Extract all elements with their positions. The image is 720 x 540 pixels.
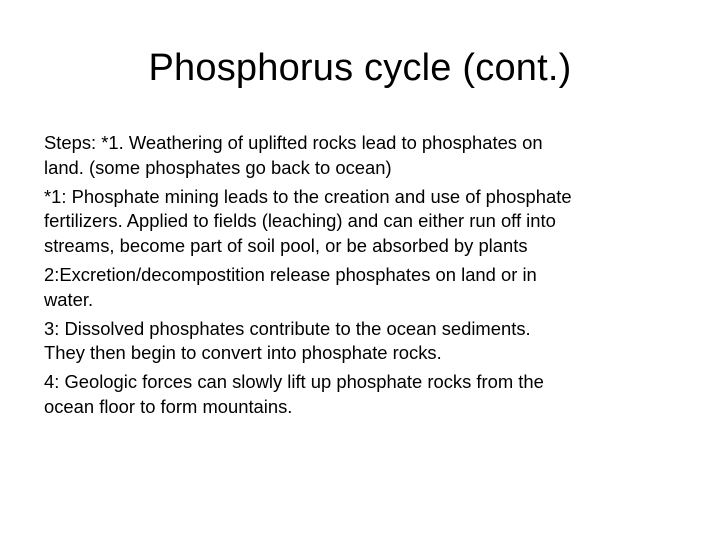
paragraph-step-2 [44,263,684,312]
paragraph-step-3 [44,317,684,366]
text-line: 4: Geologic forces can slowly lift up phosphate rocks from the [44,371,544,393]
text-line: They then begin to convert into phosphate rocks. [44,342,442,364]
text-line: land. (some phosphates go back to ocean) [44,156,392,178]
text-line: *1: Phosphate mining leads to the creation and use of phosphate [44,185,572,207]
text-line: water. [44,288,94,310]
text-line: Steps: *1. Weathering of uplifted rocks lead to phosphates on [44,132,543,153]
text-line: ocean floor to form mountains. [44,395,293,417]
slide-body [44,131,684,424]
text-line: 2:Excretion/decompostition release phosphates on land or in [44,263,537,285]
paragraph-step-1 [44,131,684,180]
text-line: streams, become part of soil pool, or be absorbed by plants [44,234,528,256]
paragraph-step-4 [44,370,684,419]
slide-title: Phosphorus cycle (cont.) [148,47,572,89]
text-line: 3: Dissolved phosphates contribute to the ocean sediments. [44,317,531,339]
text-line: fertilizers. Applied to fields (leaching) and can either run off into [44,210,556,232]
paragraph-step-1-mining [44,185,684,259]
